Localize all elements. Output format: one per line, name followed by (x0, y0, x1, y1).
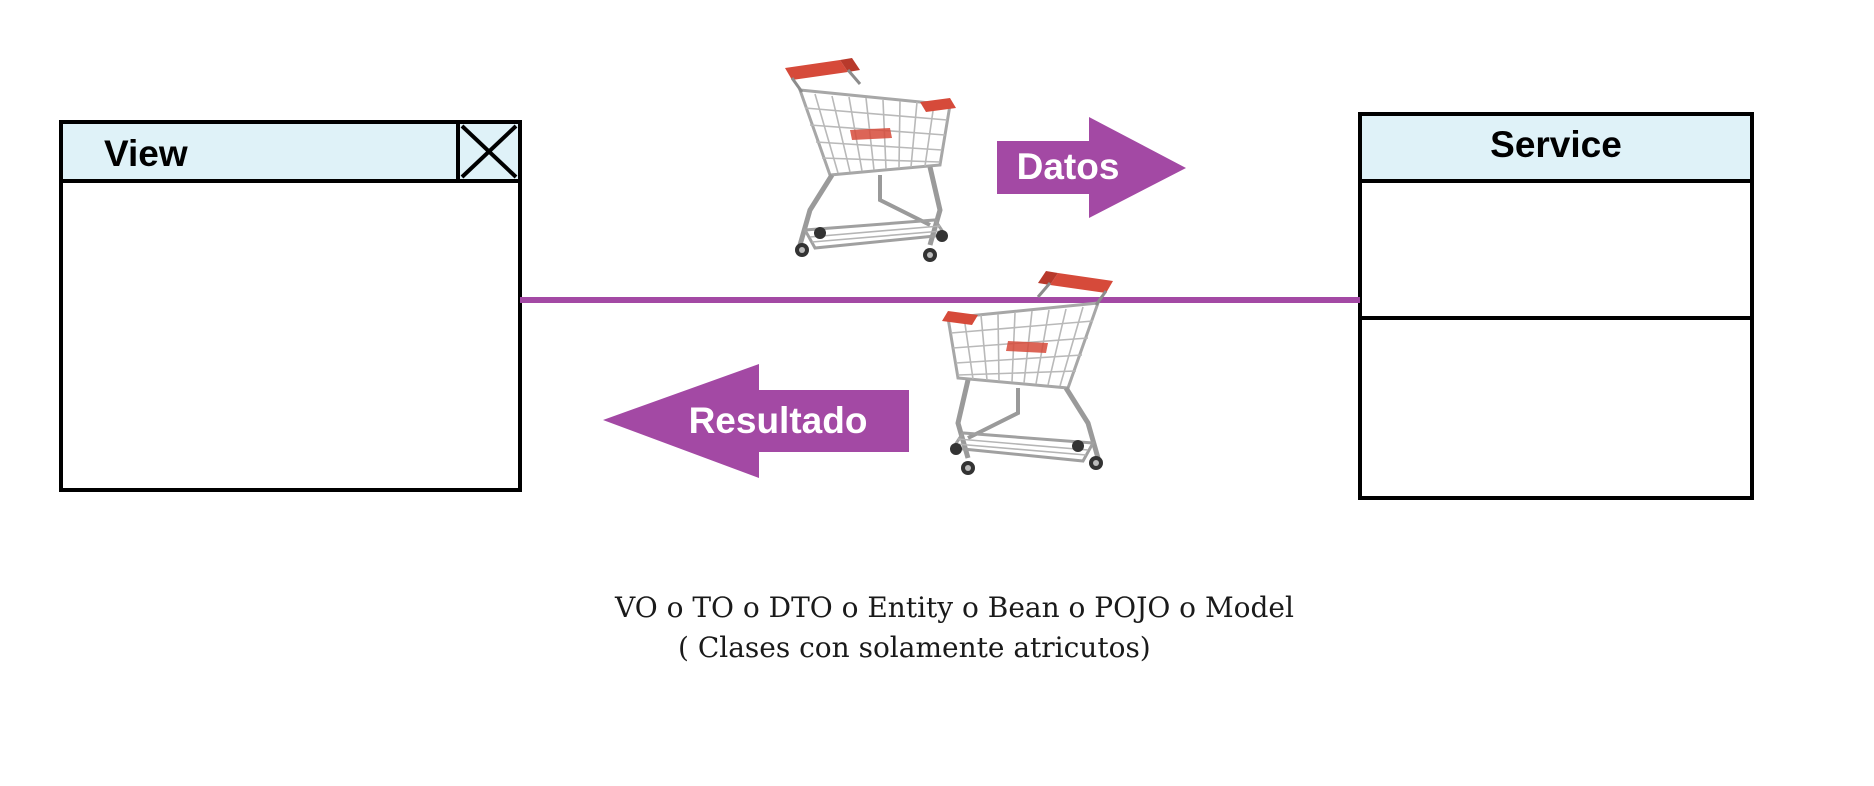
result-arrow-label: Resultado (688, 400, 868, 441)
service-box-title: Service (1490, 124, 1622, 165)
close-x-icon (458, 122, 520, 181)
shopping-cart-icon (785, 58, 956, 262)
view-box (61, 122, 520, 490)
caption-line-1: VO o TO o DTO o Entity o Bean o POJO o Model (615, 591, 1294, 624)
data-arrow-label: Datos (1016, 146, 1120, 187)
result-arrow (603, 364, 909, 478)
data-arrow (997, 117, 1186, 218)
caption-line-2: ( Clases con solamente atricutos) (678, 631, 1151, 664)
service-box (1360, 114, 1752, 498)
view-box-title: View (104, 133, 188, 174)
